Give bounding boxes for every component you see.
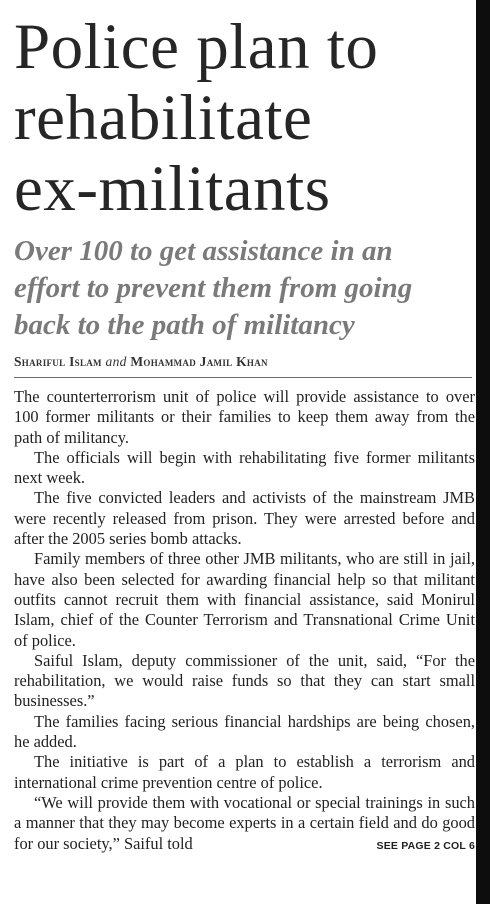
subheadline-line-1: Over 100 to get assistance in an <box>14 235 393 267</box>
article <box>14 0 476 854</box>
column-rule <box>476 0 490 904</box>
body-paragraph-2: The officials will begin with rehabilitating five former militants next week. <box>14 447 475 488</box>
byline-author-2: Mohammad Jamil Khan <box>130 354 268 369</box>
article-body <box>14 387 475 854</box>
headline-line-3: ex-militants <box>14 153 331 225</box>
byline-conjunction: and <box>105 354 127 369</box>
body-paragraph-1: The counterterrorism unit of police will provide assistance to over 100 former militants or their families to keep them away from the path of militancy. <box>14 387 475 447</box>
subheadline-line-2: effort to prevent them from going <box>14 272 413 304</box>
body-paragraph-4: Family members of three other JMB militants, who are still in jail, have also been selected for awarding financial help so that militant outfits cannot recruit them with financial assistance, said Monirul Islam, chief of the Counter Terrorism and Transnational Crime Unit of police. <box>14 549 475 650</box>
body-paragraph-6: The families facing serious financial hardships are being chosen, he added. <box>14 711 475 752</box>
byline-author-1: Shariful Islam <box>14 354 102 369</box>
byline-divider <box>14 377 472 378</box>
body-paragraph-8: “We will provide them with vocational or special trainings in such a manner that they may become experts in a certain field and do good for our society,” Saiful told <box>14 792 475 853</box>
headline-line-2: rehabilitate <box>14 82 313 154</box>
body-paragraph-5: Saiful Islam, deputy commissioner of the unit, said, “For the rehabilitation, we would raise funds so that they can start small businesses.” <box>14 650 475 711</box>
subheadline <box>14 233 476 344</box>
last-paragraph-wrap <box>14 793 475 854</box>
headline <box>14 0 476 225</box>
byline <box>14 354 476 370</box>
subheadline-line-3: back to the path of militancy <box>14 309 355 341</box>
continuation-link[interactable]: SEE PAGE 2 COL 6 <box>372 836 475 856</box>
body-paragraph-3: The five convicted leaders and activists of the mainstream JMB were recently released from prison. They were arrested before and after the 2005 series bomb attacks. <box>14 488 475 549</box>
body-paragraph-7: The initiative is part of a plan to establish a terrorism and international crime prevention centre of police. <box>14 752 475 792</box>
headline-line-1: Police plan to <box>14 11 379 83</box>
